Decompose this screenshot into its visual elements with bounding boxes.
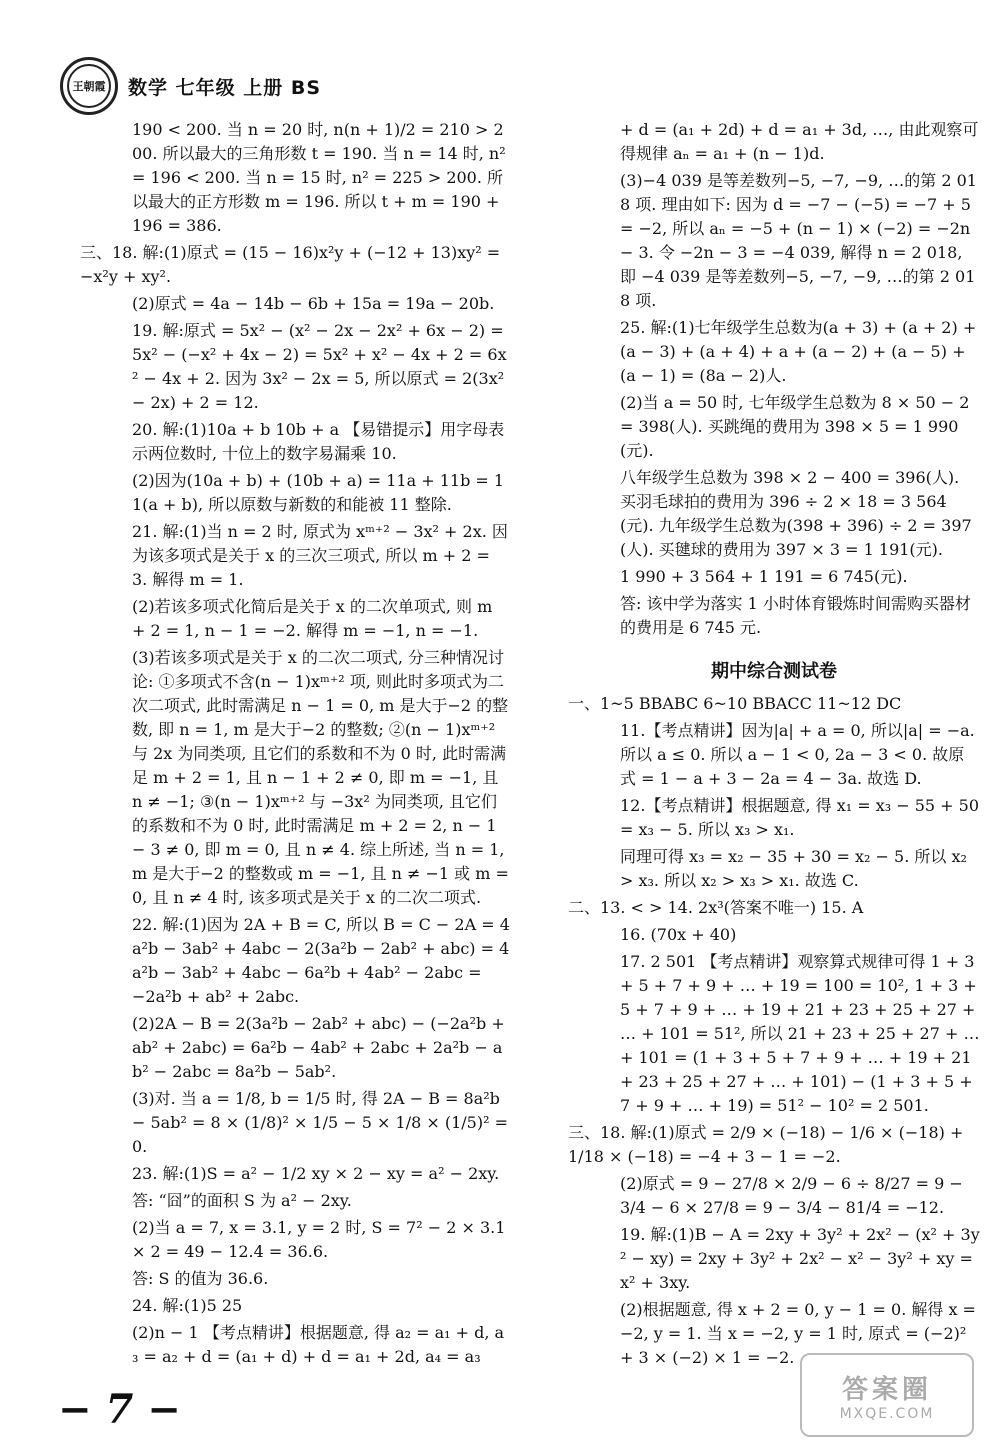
answer-paragraph: 21. 解:(1)当 n = 2 时, 原式为 xᵐ⁺² − 3x² + 2x. 因为该多项式是关于 x 的三次三项式, 所以 m + 2 = 3. 解得 m = 1. <box>132 522 508 589</box>
answer-paragraph: (3)对. 当 a = 1/8, b = 1/5 时, 得 2A − B = 8a²b − 5ab² = 8 × (1/8)² × 1/5 − 5 × 1/8 × (1/5)² = 0. <box>132 1089 508 1156</box>
answer-paragraph: 16. (70x + 40) <box>620 925 737 944</box>
section-heading: 期中综合测试卷 <box>711 661 837 682</box>
right-column <box>568 118 980 1373</box>
page-number: − 7 − <box>58 1386 181 1433</box>
answer-paragraph: 同理可得 x₃ = x₂ − 35 + 30 = x₂ − 5. 所以 x₂ > x₃. 所以 x₂ > x₃ > x₁. 故选 C. <box>620 847 967 890</box>
answer-paragraph: 12.【考点精讲】根据题意, 得 x₁ = x₃ − 55 + 50 = x₃ − 5. 所以 x₃ > x₁. <box>620 796 980 839</box>
logo-text: 王朝霞 <box>67 64 111 108</box>
answer-paragraph: (2)n − 1 【考点精讲】根据题意, 得 a₂ = a₁ + d, a₃ = a₂ + d = (a₁ + d) + d = a₁ + 2d, a₄ = a₃ <box>132 1323 505 1366</box>
answer-paragraph: 答: S 的值为 36.6. <box>132 1269 269 1288</box>
answer-paragraph: (2)若该多项式化简后是关于 x 的二次单项式, 则 m + 2 = 1, n − 1 = −2. 解得 m = −1, n = −1. <box>132 597 493 640</box>
answer-paragraph: (2)原式 = 9 − 27/8 × 2/9 − 6 ÷ 8/27 = 9 − 3/4 − 6 × 27/8 = 9 − 3/4 − 81/4 = −12. <box>620 1174 963 1217</box>
answer-paragraph: 11.【考点精讲】因为|a| + a = 0, 所以|a| = −a. 所以 a ≤ 0. 所以 a − 1 < 0, 2a − 3 < 0. 故原式 = 1 − a + 3 − 2a = 4 − 3a. 故选 D. <box>620 721 975 788</box>
answer-paragraph: (2)根据题意, 得 x + 2 = 0, y − 1 = 0. 解得 x = −2, y = 1. 当 x = −2, y = 1 时, 原式 = (−2)² + 3 × (−2) × 1 = −2. <box>620 1300 976 1367</box>
answer-paragraph: (2)当 a = 7, x = 3.1, y = 2 时, S = 7² − 2 × 3.1 × 2 = 49 − 12.4 = 36.6. <box>132 1218 506 1261</box>
answer-paragraph: 22. 解:(1)因为 2A + B = C, 所以 B = C − 2A = 4a²b − 3ab² + 4abc − 2(3a²b − 2ab² + abc) = 4a²b − 3ab² + 4abc − 6a²b + 4ab² − 2abc = −2a²b + ab² + 2abc. <box>132 915 510 1006</box>
answer-paragraph: 二、13. < > 14. 2x³(答案不唯一) 15. A <box>568 898 864 917</box>
answer-paragraph: 23. 解:(1)S = a² − 1/2 xy × 2 − xy = a² − 2xy. <box>132 1164 500 1183</box>
watermark-sub: MXQE.COM <box>839 1405 935 1422</box>
answer-paragraph: 19. 解:(1)B − A = 2xy + 3y² + 2x² − (x² + 3y² − xy) = 2xy + 3y² + 2x² − x² − 3y² + xy = x² + 3xy. <box>620 1225 980 1292</box>
answer-paragraph: 答: 该中学为落实 1 小时体育锻炼时间需购买器材的费用是 6 745 元. <box>620 594 971 637</box>
answer-paragraph: 三、18. 解:(1)原式 = (15 − 16)x²y + (−12 + 13)xy² = −x²y + xy². <box>80 243 501 286</box>
answer-paragraph: 19. 解:原式 = 5x² − (x² − 2x − 2x² + 6x − 2) = 5x² − (−x² + 4x − 2) = 5x² + x² − 4x + 2 = 6x² − 4x + 2. 因为 3x² − 2x = 5, 所以原式 = 2(3x² − 2x) + 2 = 12. <box>132 321 507 412</box>
answer-paragraph: 190 < 200. 当 n = 20 时, n(n + 1)/2 = 210 > 200. 所以最大的三角形数 t = 190. 当 n = 14 时, n² = 196 < 200. 当 n = 15 时, n² = 225 > 200. 所以最大的正方形数 m = 196. 所以 t + m = 190 + 196 = 386. <box>132 120 506 235</box>
left-column <box>80 118 510 1372</box>
answer-paragraph: 三、18. 解:(1)原式 = 2/9 × (−18) − 1/6 × (−18) + 1/18 × (−18) = −4 + 3 − 1 = −2. <box>568 1123 964 1166</box>
answer-paragraph: (3)若该多项式是关于 x 的二次二项式, 分三种情况讨论: ①多项式不含(n − 1)xᵐ⁺² 项, 则此时多项式为二次二项式, 此时需满足 n − 1 = 0, m 是大于−2 的整数, 即 n = 1, m 是大于−2 的整数; ②(n − 1)xᵐ⁺² 与 2x 为同类项, 且它们的系数和不为 0 时, 此时需满足 m + 2 = 1, 且 n − 1 + 2 ≠ 0, 即 m = −1, 且 n ≠ −1; ③(n − 1)xᵐ⁺² 与 −3x² 为同类项, 且它们的系数和不为 0 时, 此时需满足 m + 2 = 2, n − 1 − 3 ≠ 0, 即 m = 0, 且 n ≠ 4. 综上所述, 当 n = 1, m 是大于−2 的整数或 m = −1, 且 n ≠ −1 或 m = 0, 且 n ≠ 4 时, 该多项式是关于 x 的二次二项式. <box>132 648 509 907</box>
answer-paragraph: 17. 2 501 【考点精讲】观察算式规律可得 1 + 3 + 5 + 7 + 9 + … + 19 = 100 = 10², 1 + 3 + 5 + 7 + 9 + … + 19 + 21 + 23 + 25 + 27 + … + 101 = 51², 所以 21 + 23 + 25 + 27 + … + 101 = (1 + 3 + 5 + 7 + 9 + … + 19 + 21 + 23 + 25 + 27 + … + 101) − (1 + 3 + 5 + 7 + 9 + … + 19) = 51² − 10² = 2 501. <box>620 952 980 1115</box>
answer-paragraph: (2)当 a = 50 时, 七年级学生总数为 8 × 50 − 2 = 398(人). 买跳绳的费用为 398 × 5 = 1 990(元). <box>620 393 970 460</box>
watermark <box>800 1353 974 1437</box>
answer-paragraph: 20. 解:(1)10a + b 10b + a 【易错提示】用字母表示两位数时, 十位上的数字易漏乘 10. <box>132 420 505 463</box>
book-title: 数学 七年级 上册 BS <box>128 76 322 99</box>
answer-paragraph: 答: “囧”的面积 S 为 a² − 2xy. <box>132 1191 352 1210</box>
page-header <box>60 56 480 116</box>
answer-paragraph: (2)因为(10a + b) + (10b + a) = 11a + 11b = 11(a + b), 所以原数与新数的和能被 11 整除. <box>132 471 505 514</box>
answer-paragraph: 八年级学生总数为 398 × 2 − 400 = 396(人). 买羽毛球拍的费用为 396 ÷ 2 × 18 = 3 564(元). 九年级学生总数为(398 + 396) ÷ 2 = 397(人). 买毽球的费用为 397 × 3 = 1 191(元). <box>620 468 972 559</box>
answer-paragraph: 25. 解:(1)七年级学生总数为(a + 3) + (a + 2) + (a − 3) + (a + 4) + a + (a − 2) + (a − 5) + (a − 1) = (8a − 2)人. <box>620 318 977 385</box>
answer-paragraph: + d = (a₁ + 2d) + d = a₁ + 3d, …, 由此观察可得规律 aₙ = a₁ + (n − 1)d. <box>620 120 979 163</box>
watermark-main: 答案圈 <box>841 1374 932 1405</box>
answer-paragraph: 一、1~5 BBABC 6~10 BBACC 11~12 DC <box>568 694 902 713</box>
page-number-value: 7 <box>105 1386 134 1433</box>
answer-paragraph: 1 990 + 3 564 + 1 191 = 6 745(元). <box>620 567 908 586</box>
answer-paragraph: (2)原式 = 4a − 14b − 6b + 15a = 19a − 20b. <box>132 294 495 313</box>
answer-paragraph: (3)−4 039 是等差数列−5, −7, −9, …的第 2 018 项. 理由如下: 因为 d = −7 − (−5) = −7 + 5 = −2, 所以 aₙ = −5 + (n − 1) × (−2) = −2n − 3. 令 −2n − 3 = −4 039, 解得 n = 2 018, 即 −4 039 是等差数列−5, −7, −9, …的第 2 018 项. <box>620 171 977 310</box>
publisher-logo <box>60 57 118 115</box>
answer-paragraph: 24. 解:(1)5 25 <box>132 1296 243 1315</box>
answer-paragraph: (2)2A − B = 2(3a²b − 2ab² + abc) − (−2a²b + ab² + 2abc) = 6a²b − 4ab² + 2abc + 2a²b − ab² − 2abc = 8a²b − 5ab². <box>132 1014 505 1081</box>
